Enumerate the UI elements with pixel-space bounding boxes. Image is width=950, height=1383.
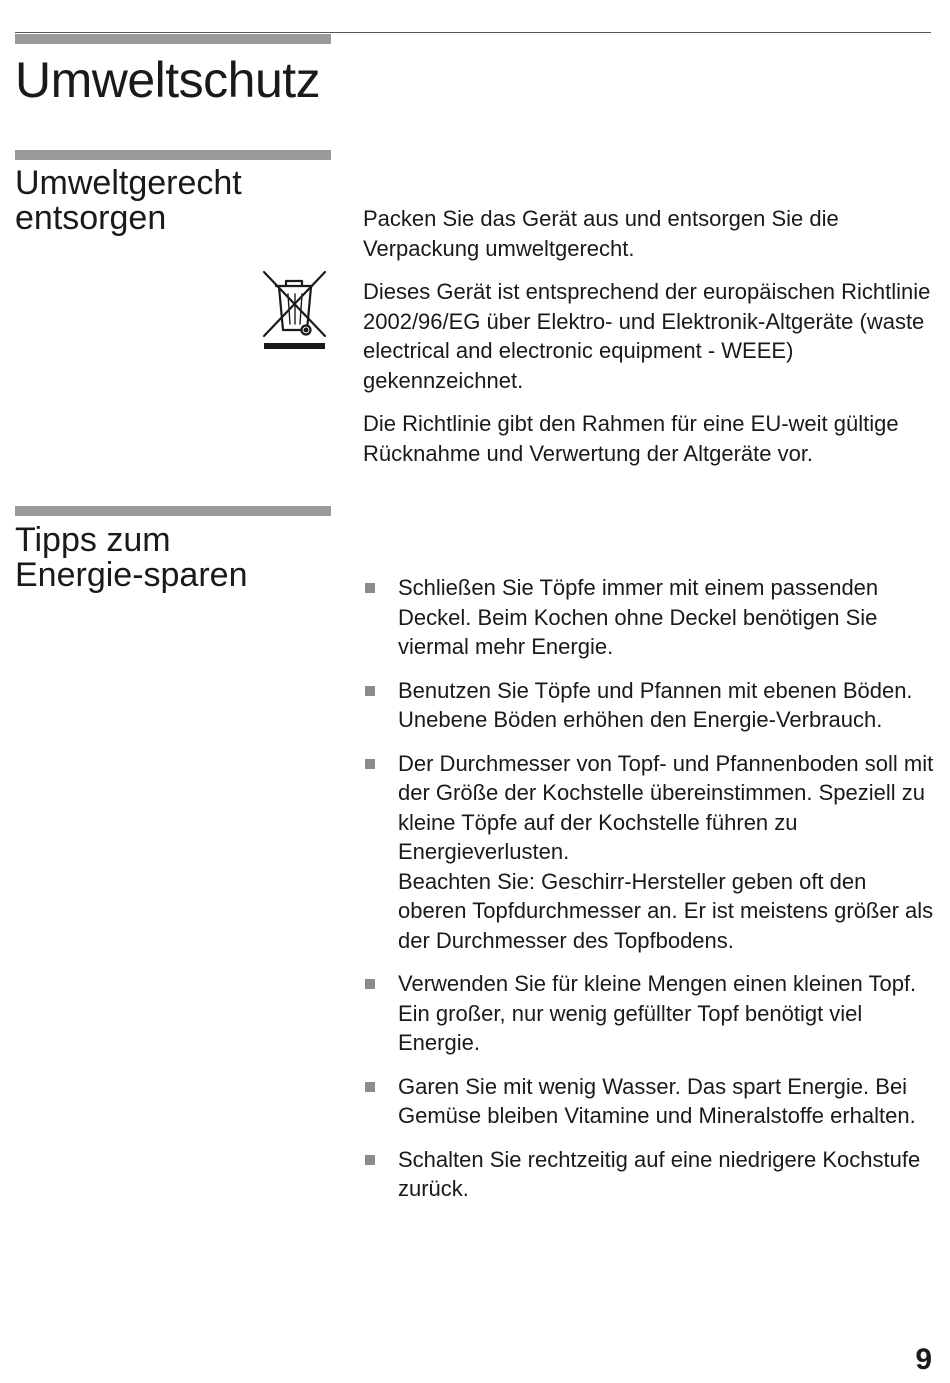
- bullet-square-icon: [365, 759, 375, 769]
- tip-text: Schalten Sie rechtzeitig auf eine niedrigere Kochstufe zurück.: [398, 1146, 921, 1201]
- section-bar-disposal: [15, 150, 331, 160]
- bullet-square-icon: [365, 1155, 375, 1165]
- tip-item: [363, 1145, 938, 1204]
- tip-text: Benutzen Sie Töpfe und Pfannen mit ebenen Böden. Unebene Böden erhöhen den Energie-Verbrauch.: [398, 677, 913, 732]
- page-title: Umweltschutz: [15, 52, 321, 108]
- bullet-square-icon: [365, 686, 375, 696]
- section-bar-energy: [15, 506, 331, 516]
- tip-text: Der Durchmesser von Topf- und Pfannenboden soll mit der Größe der Kochstelle übereinstimmen. Speziell zu kleine Töpfe auf der Kochstelle führen zu Energieverlusten. Beachten Sie: Geschirr-Hersteller geben oft den oberen Topfdurchmesser an. Er ist meistens größer als der Durchmesser des Topfbodens.: [398, 750, 934, 953]
- header-bar: [15, 34, 331, 44]
- disposal-paragraph-2: Dieses Gerät ist entsprechend der europäischen Richtlinie 2002/96/EG über Elektro- und Elektronik-Altgeräte (waste electrical and electronic equipment - WEEE) gekennzeichnet.: [363, 279, 931, 393]
- disposal-paragraph-3: Die Richtlinie gibt den Rahmen für eine EU-weit gültige Rücknahme und Verwertung der Altgeräte vor.: [363, 411, 899, 466]
- tip-text: Garen Sie mit wenig Wasser. Das spart Energie. Bei Gemüse bleiben Vitamine und Mineralstoffe erhalten.: [398, 1073, 916, 1128]
- section-heading-energy: Tipps zum Energie-sparen: [15, 521, 248, 594]
- page-number: 9: [915, 1343, 932, 1376]
- disposal-paragraph-1: Packen Sie das Gerät aus und entsorgen Sie die Verpackung umweltgerecht.: [363, 206, 839, 261]
- tip-item: [363, 1072, 938, 1131]
- tip-text: Schließen Sie Töpfe immer mit einem passenden Deckel. Beim Kochen ohne Deckel benötigen Sie viermal mehr Energie.: [398, 575, 879, 659]
- crossed-out-wheelie-bin-icon: [262, 270, 328, 352]
- tip-text: Verwenden Sie für kleine Mengen einen kleinen Topf. Ein großer, nur wenig gefüllter Topf benötigt viel Energie.: [398, 971, 917, 1055]
- bullet-square-icon: [365, 583, 375, 593]
- tip-item: [363, 573, 938, 662]
- bullet-square-icon: [365, 1082, 375, 1092]
- header-rule: [15, 32, 931, 33]
- energy-tips-list: [363, 573, 938, 1218]
- tip-item: [363, 749, 938, 956]
- tip-item: [363, 969, 938, 1058]
- bullet-square-icon: [365, 979, 375, 989]
- section-heading-disposal: Umweltgerecht entsorgen: [15, 164, 242, 237]
- tip-item: [363, 676, 938, 735]
